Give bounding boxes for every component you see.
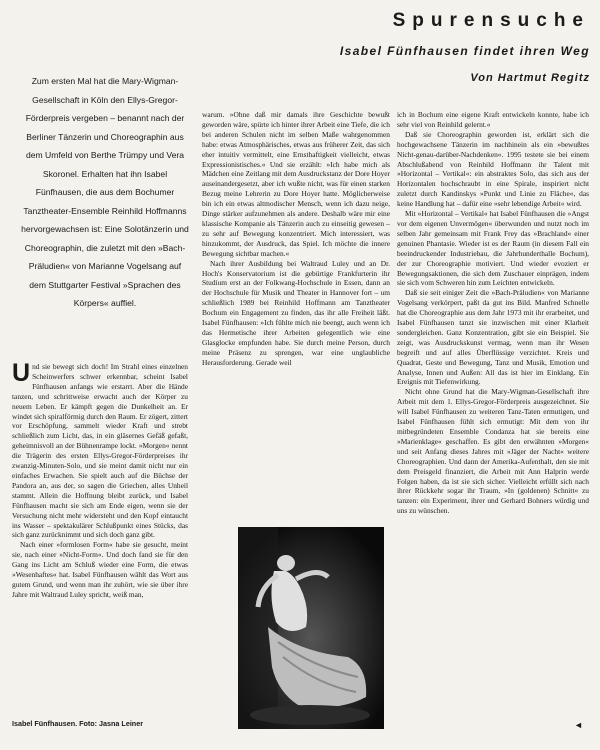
intro-lead: Zum ersten Mal hat die Mary-Wigman-Gesellschaft in Köln den Ellys-Gregor-Förderpreis vergeben – benannt nach der Berliner Tänzerin und Choreographin aus dem Umfeld von Berthe Trümpy und Vera Skoronel. Erhalten hat ihn Isabel Fünfhausen, die aus dem Bochumer Tanztheater-Ensemble Reinhild Hoffmanns hervorgewachsen ist: Eine Solotänzerin und Choreographin, die zuletzt mit den »Bach-Präludien« von Marianne Vogelsang auf dem Stuttgarter Festival »Sprachen des Körpers« auffiel. — [21, 76, 189, 308]
paragraph: Mit »Horizontal – Vertikal« hat Isabel Fünfhausen die »Angst vor dem eigenen Unvermögen« überwunden und nutzt noch im selben Jahr gemeinsam mit Frank Frey das »Brachland« einer genuinen Phantasie. Wieder ist es der Raum (in diesem Fall ein beeindruckender Industriebau, die Jahrhunderthalle Bochum), der zur Choreographie motiviert. Und wieder evoziert er Bewegungsaktionen, die sich dem Zuschauer einprägen, indem sie sich vom Schweren hin zum Leichten entwickeln. — [397, 209, 589, 288]
paragraph: Daß sie seit einiger Zeit die »Bach-Präludien« von Marianne Vogelsang verkörpert, paßt da gut ins Bild. Manfred Schnelle hat die Choreographie aus dem Jahr 1973 mit ihr erarbeitet, und Isabel Fünfhausen tanzt sie inzwischen mit einer Klarheit sondergleichen. Ganz Konzentration, gibt sie ein Beispiel. Sie zeigt, was Ausdruckskunst vermag, wenn man ihr Wesen begreift und auf alles Überflüssige verzichtet. Kreis und Quadrat, Geste und Bewegung, Tanz und Musik, Emotion und Analyse, Innen und Außen: All das ist hier im Einklang. Ein Ereignis mit Tiefenwirkung. — [397, 288, 589, 387]
body-column-3 — [397, 110, 589, 516]
article-title: Spurensuche — [392, 10, 590, 31]
paragraph: Daß sie Choreographin geworden ist, erklärt sich die hochgewachsene Tänzerin im nachhinein als ein »bewußtes Nicht-genau-darüber-Nachdenken«. 1995 testete sie bei einem Abschlußabend von Reinhild Hoffmann ihr Talent mit »Horizontal – Vertikal«: ein abstraktes Solo, das sich aus der Horizontalen hochschraubt in eine Spirale, inspiriert nicht zuletzt durch Kandinskys »Punkt und Linie zu Fläche«, das keine Handlung hat – dafür eine »sehr lebendige Arbeit« wird. — [397, 129, 589, 209]
author-byline: Von Hartmut Regitz — [470, 72, 590, 84]
body-column-1 — [12, 359, 188, 600]
end-mark-icon: ◄ — [574, 720, 583, 730]
paragraph: warum. »Ohne daß mir damals ihre Geschichte bewußt geworden wäre, spürte ich hinter ihrer Arbeit eine Tiefe, die ich bei anderen Schulen nicht im selben Maße wahrgenommen habe: etwas Atmosphärisches, etwas aus früherer Zeit, das sich eher intuitiv vermittelt, eine Ernsthaftigkeit vielleicht, etwas Expressionistisches.« Und sie erzählt: »Ich habe mich als Mädchen eine Zeitlang mit dem Ausdruckstanz der Dore Hoyer auseinandergesetzt, aber ich wußte nicht, was für einen starken Bezug meine Lehrerin zu Dore Hoyer hatte. Möglicherweise bin ich ein etwas altmodischer Mensch, wenn ich dazu neige, Dinge stärker aufzunehmen als andere. Deshalb wäre mir eine klassische Kompanie als Tänzerin auch zu einseitig gewesen – zu sehr auf Bewegung konzentriert. Mich interessiert, was hinzukommt, der Ausdruck, das Spiel. Ich möchte die innere Bewegung sichtbar machen.« — [202, 110, 390, 258]
paragraph: ich in Bochum eine eigene Kraft entwickeln konnte, habe ich sehr viel von Reinhild gelernt.« — [397, 110, 589, 129]
drop-cap: U — [12, 359, 31, 387]
photo-caption: Isabel Fünfhausen. Foto: Jasna Leiner — [12, 719, 143, 728]
paragraph: Und sie bewegt sich doch! Im Strahl eines einzelnen Scheinwerfers schwer erkennbar, scheint Isabel Fünfhausen anfangs wie erstarrt. Aber die Hände tanzen, und schrittweise erwacht auch der Körper zu neuem Leben. Er kämpft gegen die Dunkelheit an. Er windet sich spiralförmig durch den Raum. Er zögert, zittert vor Erschöpfung, sammelt wieder Kraft und strebt schließlich zum Licht, das, in ein gläsernes Gefäß gefaßt, geheimnisvoll an der Bühnenrampe lockt. »Morgen« nennt die Trägerin des ersten Ellys-Gregor-Förderpreises ihr zwanzig-Minuten-Solo, und sie meint damit nicht nur ein einfaches Erwachen. Sie spielt auch auf die Büchse der Pandora an, aus der, so sagen die Griechen, alles Unheil stammt. Allein die Hoffnung bleibt zurück, und Isabel Fünfhausen macht sie sich am Ende eigen, wenn sie der Versuchung nicht mehr widersteht und den Kopf eintaucht ins Wasser – spektakulärer Schlußpunkt eines Stücks, das sich ganz zurücknimmt und sich doch ganz gibt. — [12, 359, 188, 540]
article-subtitle: Isabel Fünfhausen findet ihren Weg — [339, 44, 590, 58]
paragraph: Nach einer »formlosen Form« habe sie gesucht, meint sie, nach einer »Nicht-Form«. Und doch fand sie für den Gang ins Licht am Schluß wieder eine Form, die etwas »Wesenhaftes« hat. Isabel Fünfhausen wählt das Wort aus gutem Grund, und wenn man ihr zuhört, wie sie über ihre Jahre mit Waltraud Luley spricht, weiß man, — [12, 540, 188, 599]
body-column-2 — [202, 110, 390, 368]
paragraph: Nach ihrer Ausbildung bei Waltraud Luley und an Dr. Hoch's Konservatorium ist die gebürtige Frankfurterin ihr Studium erst an der Folkwang-Hochschule in Essen, dann an der Hochschule für Musik und Theater in Hannover fort – um schließlich 1989 bei Reinhild Hoffmann am Tanztheater Bochum ein Engagement zu finden, das ihr alle Freiheit läßt. Isabel Fünfhausen: »Ich fühlte mich nie beengt, auch wenn ich das Hermetische ihrer Arbeiten gelegentlich wie eine Glasglocke empfunden habe. Sie durch meine Person, durch meine Präsenz zu sprengen, war eine unglaubliche Herausforderung. Gerade weil — [202, 258, 390, 367]
paragraph: Nicht ohne Grund hat die Mary-Wigman-Gesellschaft ihre Arbeit mit dem 1. Ellys-Gregor-Förderpreis ausgezeichnet. Sie will Isabel Fünfhausen zu weiteren Tanz-Taten ermutigen, und Isabel Fünfhausen fühlt sich ermutigt: Mit dem von ihr mitbegründeten Ensemble Condanza hat sie bereits eine »Marienklage« geschaffen. Es gibt den erwähnten »Morgen« und seit Anfang dieses Jahres mit »Jäger der Nacht« weitere Choreographien. Und dann der Amerika-Aufenthalt, den sie mit dem Preisgeld finanziert, die Arbeit mit Ann Halprin werde Folgen haben, da ist sie sich sicher. Vielleicht erfüllt sich nach ihrer Rückkehr sogar ihr Traum, »In (goldenen) Schnitt« zu tanzen: ein Experiment, ihrer und Gerhard Bohners würdig und uns zu wünschen. — [397, 387, 589, 516]
dancer-photo-image — [238, 527, 384, 729]
dancer-photo — [238, 527, 384, 729]
